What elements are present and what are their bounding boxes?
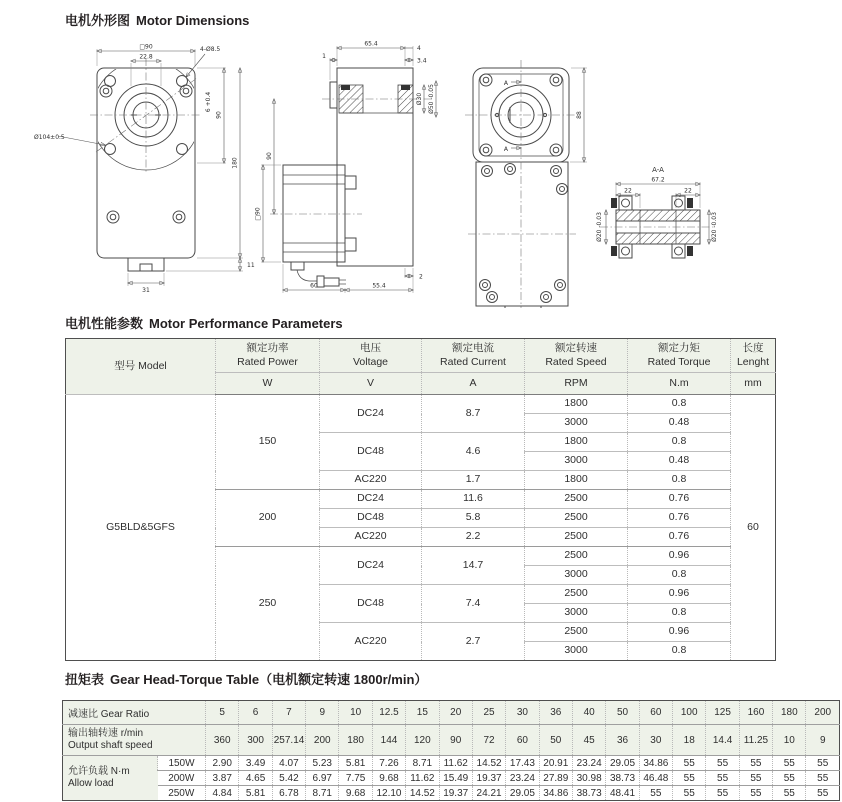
gear-ratio-value: 200 [806, 701, 840, 725]
unit-torque: N.m [628, 373, 731, 395]
load-value: 55 [806, 771, 840, 786]
unit-current: A [422, 373, 525, 395]
load-value: 48.41 [606, 786, 639, 801]
output-speed-value: 14.4 [706, 725, 739, 756]
dim-bore-right: Ø20 -0.03 [711, 212, 718, 242]
header-power [216, 339, 320, 373]
header-torque-en: Rated Torque [647, 355, 711, 368]
cell-rpm: 2500 [525, 528, 628, 547]
load-value: 55 [806, 756, 840, 771]
dim-keyway: 6 +0.4 [205, 91, 212, 113]
load-value: 38.73 [606, 771, 639, 786]
cell-power: 250 [216, 547, 320, 661]
gear-ratio-value: 12.5 [372, 701, 405, 725]
load-value: 2.90 [206, 756, 239, 771]
output-speed-value: 9 [806, 725, 840, 756]
output-speed-row [63, 725, 840, 756]
section-marker-a-top: A [503, 80, 508, 87]
header-current-en: Rated Current [440, 355, 506, 368]
load-value: 55 [773, 786, 806, 801]
section-title-performance [65, 313, 343, 332]
output-speed-value: 144 [372, 725, 405, 756]
load-value: 55 [673, 786, 706, 801]
cell-torque: 0.48 [628, 414, 731, 433]
load-value: 15.49 [439, 771, 472, 786]
gear-ratio-value: 100 [673, 701, 706, 725]
cell-rpm: 3000 [525, 452, 628, 471]
load-value: 55 [673, 771, 706, 786]
load-value: 23.24 [506, 771, 539, 786]
header-power-zh: 额定功率 [246, 342, 289, 355]
load-value: 9.68 [372, 771, 405, 786]
cell-torque: 0.76 [628, 490, 731, 509]
load-value: 27.89 [539, 771, 572, 786]
header-current-zh: 额定电流 [452, 342, 494, 355]
load-value: 55 [706, 771, 739, 786]
gear-ratio-value: 125 [706, 701, 739, 725]
gear-ratio-value: 5 [206, 701, 239, 725]
header-length-en: Lenght [736, 355, 770, 368]
dim-shaft-dia: Ø30 [416, 92, 423, 106]
load-value: 55 [673, 756, 706, 771]
load-value: 5.81 [339, 756, 372, 771]
gear-ratio-value: 36 [539, 701, 572, 725]
unit-speed: RPM [525, 373, 628, 395]
gear-ratio-value: 10 [339, 701, 372, 725]
dim-step-b: 3.4 [417, 57, 427, 65]
title-en: Gear Head-Torque Table（电机额定转速 1800r/min） [110, 672, 428, 687]
dim-step-c: 2 [419, 273, 423, 281]
gear-ratio-value: 30 [506, 701, 539, 725]
load-power-label: 250W [158, 786, 206, 801]
dim-lip: 1 [322, 53, 326, 60]
gear-ratio-value: 180 [773, 701, 806, 725]
cell-rpm: 2500 [525, 547, 628, 566]
load-value: 30.98 [572, 771, 605, 786]
load-value: 9.68 [339, 786, 372, 801]
dim-section-total: 67.2 [651, 176, 665, 184]
gear-ratio-value: 7 [272, 701, 305, 725]
output-speed-value: 90 [439, 725, 472, 756]
cell-rpm: 1800 [525, 433, 628, 452]
dim-square90: □90 [139, 43, 153, 51]
dim-total-height: 180 [231, 157, 239, 169]
section-marker-a-bottom: A [503, 146, 508, 153]
side-view-drawing [255, 41, 437, 294]
cell-rpm: 3000 [525, 566, 628, 585]
load-value: 5.42 [272, 771, 305, 786]
load-value: 29.05 [506, 786, 539, 801]
cell-torque: 0.8 [628, 471, 731, 490]
dim-mount-holes: 4-Ø8.5 [200, 46, 221, 53]
cell-length: 60 [731, 395, 776, 661]
cell-torque: 0.76 [628, 528, 731, 547]
output-speed-value: 300 [239, 725, 272, 756]
load-value: 3.49 [239, 756, 272, 771]
allow-load-label-en: Allow load [68, 778, 114, 789]
cell-rpm: 3000 [525, 604, 628, 623]
cell-torque: 0.8 [628, 642, 731, 661]
output-speed-value: 10 [773, 725, 806, 756]
dim-hole-pitch: 22.8 [139, 53, 153, 61]
output-speed-value: 72 [472, 725, 505, 756]
unit-voltage: V [320, 373, 422, 395]
cell-rpm: 1800 [525, 471, 628, 490]
output-speed-value: 50 [539, 725, 572, 756]
load-value: 5.23 [306, 756, 339, 771]
allow-load-row-200w [63, 771, 840, 786]
section-aa-title: A-A [652, 166, 664, 174]
cell-rpm: 2500 [525, 490, 628, 509]
cell-torque: 0.8 [628, 604, 731, 623]
cell-voltage: AC220 [320, 623, 422, 661]
cell-current: 2.7 [422, 623, 525, 661]
load-value: 17.43 [506, 756, 539, 771]
load-value: 24.21 [472, 786, 505, 801]
cell-torque: 0.48 [628, 452, 731, 471]
title-zh: 电机性能参数 [65, 316, 144, 331]
cell-torque: 0.8 [628, 395, 731, 414]
dim-motor-square: □90 [254, 207, 262, 221]
cell-power: 200 [216, 490, 320, 547]
cell-torque: 0.96 [628, 623, 731, 642]
cell-current: 8.7 [422, 395, 525, 433]
load-value: 5.81 [239, 786, 272, 801]
allow-load-label-zh: 允许负载 N·m [68, 766, 130, 777]
header-speed-zh: 额定转速 [555, 342, 597, 355]
cell-voltage: DC24 [320, 547, 422, 585]
output-speed-value: 360 [206, 725, 239, 756]
load-value: 19.37 [439, 786, 472, 801]
cell-rpm: 1800 [525, 395, 628, 414]
table-row [66, 395, 776, 414]
load-power-label: 150W [158, 756, 206, 771]
cell-current: 1.7 [422, 471, 525, 490]
dim-tab-width: 31 [142, 287, 150, 294]
cell-voltage: AC220 [320, 528, 422, 547]
header-row [66, 339, 776, 373]
dim-motor-length: 60 [310, 282, 318, 290]
output-speed-value: 120 [406, 725, 439, 756]
output-speed-value: 18 [673, 725, 706, 756]
gear-ratio-label: 减速比 Gear Ratio [63, 701, 206, 725]
gear-ratio-value: 6 [239, 701, 272, 725]
header-current [422, 339, 525, 373]
cell-torque: 0.8 [628, 566, 731, 585]
load-value: 14.52 [406, 786, 439, 801]
load-value: 4.84 [206, 786, 239, 801]
output-speed-label-zh: 输出轴转速 r/min [68, 728, 143, 739]
output-speed-value: 30 [639, 725, 672, 756]
dim-gear-width: 65.4 [364, 40, 378, 48]
load-value: 14.52 [472, 756, 505, 771]
cell-rpm: 2500 [525, 623, 628, 642]
output-speed-value: 180 [339, 725, 372, 756]
output-speed-label-en: Output shaft speed [68, 740, 153, 751]
gear-ratio-value: 50 [606, 701, 639, 725]
gear-torque-table [62, 700, 840, 801]
gear-ratio-value: 9 [306, 701, 339, 725]
load-value: 11.62 [406, 771, 439, 786]
output-speed-value: 36 [606, 725, 639, 756]
cell-current: 11.6 [422, 490, 525, 509]
load-value: 12.10 [372, 786, 405, 801]
dim-step-a: 4 [417, 45, 421, 52]
performance-table [65, 338, 776, 661]
load-power-label: 200W [158, 771, 206, 786]
header-voltage-en: Voltage [352, 355, 389, 368]
header-torque [628, 339, 731, 373]
load-value: 29.05 [606, 756, 639, 771]
dim-gear-length: 55.4 [372, 282, 386, 290]
load-value: 55 [706, 756, 739, 771]
load-value: 7.26 [372, 756, 405, 771]
load-value: 55 [739, 771, 772, 786]
gear-ratio-value: 25 [472, 701, 505, 725]
cell-torque: 0.96 [628, 585, 731, 604]
cell-rpm: 3000 [525, 642, 628, 661]
header-length-zh: 长度 [742, 342, 764, 355]
load-value: 8.71 [406, 756, 439, 771]
header-voltage-zh: 电压 [360, 342, 381, 355]
dim-bore-left: Ø20 -0.03 [596, 212, 603, 242]
header-power-en: Rated Power [237, 355, 298, 368]
load-value: 23.24 [572, 756, 605, 771]
title-en: Motor Dimensions [136, 13, 250, 28]
gear-ratio-row [63, 701, 840, 725]
dim-pilot-dia: Ø50 -0.05 [428, 84, 435, 114]
dim-flange-dia: Ø104±0.5 [34, 134, 65, 141]
cell-torque: 0.76 [628, 509, 731, 528]
cell-voltage: DC48 [320, 433, 422, 471]
gear-ratio-value: 60 [639, 701, 672, 725]
load-value: 19.37 [472, 771, 505, 786]
output-speed-value: 200 [306, 725, 339, 756]
header-voltage [320, 339, 422, 373]
load-value: 46.48 [639, 771, 672, 786]
load-value: 55 [773, 756, 806, 771]
header-length [731, 339, 776, 373]
load-value: 34.86 [539, 786, 572, 801]
header-speed [525, 339, 628, 373]
allow-load-row-250w [63, 786, 840, 801]
header-speed-en: Rated Speed [545, 355, 607, 368]
cell-current: 2.2 [422, 528, 525, 547]
cell-current: 7.4 [422, 585, 525, 623]
load-value: 55 [806, 786, 840, 801]
output-speed-value: 45 [572, 725, 605, 756]
cell-voltage: DC24 [320, 395, 422, 433]
motor-dimension-drawings [0, 38, 842, 308]
load-value: 55 [739, 756, 772, 771]
cell-torque: 0.96 [628, 547, 731, 566]
dim-axis-offset: 90 [266, 152, 273, 160]
section-title-torque [65, 669, 427, 688]
load-value: 55 [773, 771, 806, 786]
header-torque-zh: 额定力矩 [658, 342, 700, 355]
load-value: 4.65 [239, 771, 272, 786]
output-speed-value: 11.25 [739, 725, 772, 756]
load-value: 6.78 [272, 786, 305, 801]
cell-current: 4.6 [422, 433, 525, 471]
dim-body-width: 88 [576, 111, 583, 119]
front-view-drawing [34, 44, 255, 295]
cell-rpm: 3000 [525, 414, 628, 433]
cell-voltage: DC48 [320, 585, 422, 623]
load-value: 34.86 [639, 756, 672, 771]
dim-section-left: 22 [624, 187, 632, 195]
load-value: 55 [706, 786, 739, 801]
load-value: 38.73 [572, 786, 605, 801]
dim-section-right: 22 [684, 187, 692, 195]
cell-power: 150 [216, 395, 320, 490]
dim-tab-height: 11 [247, 262, 255, 269]
title-zh: 电机外形图 [65, 13, 131, 28]
load-value: 6.97 [306, 771, 339, 786]
cell-rpm: 2500 [525, 585, 628, 604]
load-value: 55 [739, 786, 772, 801]
load-value: 11.62 [439, 756, 472, 771]
title-zh: 扭矩表 [65, 672, 105, 687]
title-en: Motor Performance Parameters [149, 316, 343, 331]
output-speed-label [63, 725, 206, 756]
gear-ratio-value: 160 [739, 701, 772, 725]
cell-voltage: AC220 [320, 471, 422, 490]
load-value: 4.07 [272, 756, 305, 771]
unit-power: W [216, 373, 320, 395]
load-value: 7.75 [339, 771, 372, 786]
cell-model: G5BLD&5GFS [66, 395, 216, 661]
unit-length: mm [731, 373, 776, 395]
output-speed-value: 257.14 [272, 725, 305, 756]
output-speed-value: 60 [506, 725, 539, 756]
gear-ratio-value: 20 [439, 701, 472, 725]
cell-voltage: DC24 [320, 490, 422, 509]
cell-voltage: DC48 [320, 509, 422, 528]
dim-flange-height: 90 [215, 111, 223, 119]
cell-rpm: 2500 [525, 509, 628, 528]
load-value: 55 [639, 786, 672, 801]
cell-current: 5.8 [422, 509, 525, 528]
gear-ratio-value: 40 [572, 701, 605, 725]
cell-torque: 0.8 [628, 433, 731, 452]
section-aa-drawing [596, 166, 718, 258]
load-value: 8.71 [306, 786, 339, 801]
gear-ratio-value: 15 [406, 701, 439, 725]
header-model: 型号 Model [66, 339, 216, 395]
cell-current: 14.7 [422, 547, 525, 585]
load-value: 20.91 [539, 756, 572, 771]
rear-view-drawing [465, 60, 587, 308]
load-value: 3.87 [206, 771, 239, 786]
section-title-motor-dimensions [65, 10, 249, 29]
allow-load-label [63, 756, 158, 801]
allow-load-row-150w [63, 756, 840, 771]
